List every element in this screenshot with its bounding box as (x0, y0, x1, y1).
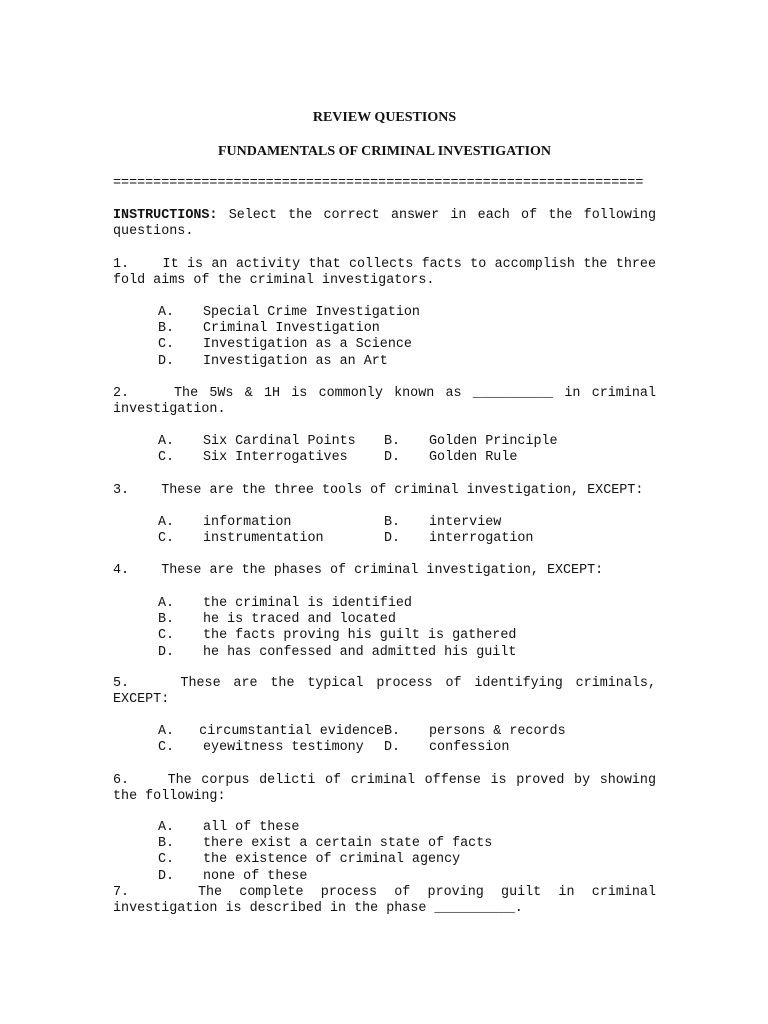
option-letter: A. (158, 515, 175, 530)
option-letter: A. (158, 724, 175, 739)
option-letter: B. (158, 321, 175, 337)
document-title: REVIEW QUESTIONS (312, 110, 457, 125)
option-text: the criminal is identified (203, 596, 412, 611)
question-number: 6. (113, 773, 130, 788)
option-letter: C. (158, 337, 175, 353)
option-row (158, 450, 658, 466)
option-row (158, 740, 658, 756)
option-letter: D. (158, 353, 175, 369)
option-text: all of these (203, 820, 300, 835)
question-7 (113, 885, 656, 917)
option-row (158, 434, 658, 450)
option-row (158, 645, 658, 661)
separator-rule: ================================================================== (113, 176, 644, 191)
option-row (158, 531, 658, 547)
instructions (113, 208, 656, 240)
option-letter: C. (158, 740, 175, 756)
option-letter: A. (158, 305, 175, 320)
option-text: eyewitness testimony (203, 740, 364, 756)
option-letter: D. (384, 740, 401, 756)
option-letter: A. (158, 596, 175, 611)
option-row (158, 612, 658, 628)
option-text: information (203, 515, 292, 530)
option-row (158, 724, 658, 740)
option-text: Investigation as a Science (203, 337, 412, 353)
option-row (158, 628, 658, 644)
option-text: Six Interrogatives (203, 450, 348, 466)
option-text: confession (429, 740, 510, 756)
question-text: These are the phases of criminal investigation, EXCEPT: (161, 563, 604, 578)
option-letter: B. (158, 836, 175, 852)
option-text: circumstantial evidence (199, 724, 384, 739)
question-6-options (158, 820, 658, 885)
option-letter: D. (158, 644, 175, 660)
question-3-options (158, 515, 658, 547)
option-text: Special Crime Investigation (203, 305, 420, 320)
option-letter: C. (158, 531, 175, 547)
question-5-options (158, 724, 658, 756)
option-letter: C. (158, 450, 175, 466)
option-row (158, 869, 658, 885)
question-4 (113, 563, 656, 579)
option-letter: B. (158, 612, 175, 628)
question-number: 3. (113, 483, 130, 498)
option-row (158, 852, 658, 868)
option-letter: C. (158, 852, 175, 868)
option-row (158, 596, 658, 612)
option-row (158, 305, 658, 321)
option-letter: B. (384, 724, 401, 739)
option-text: the existence of criminal agency (203, 852, 461, 868)
option-letter: D. (384, 531, 401, 547)
option-text: Six Cardinal Points (203, 434, 356, 449)
option-text: the facts proving his guilt is gathered (203, 628, 517, 644)
question-1-options (158, 305, 658, 370)
option-letter: B. (384, 515, 401, 530)
option-row (158, 836, 658, 852)
question-text: The complete process of proving guilt in criminal investigation is described in the phase __________. (113, 885, 657, 917)
question-text: These are the typical process of identifying criminals, EXCEPT: (113, 676, 656, 708)
question-number: 1. (113, 257, 130, 272)
question-1 (113, 257, 656, 289)
question-text: The 5Ws & 1H is commonly known as __________ in criminal investigation. (113, 386, 656, 418)
option-letter: A. (158, 820, 175, 835)
question-2-options (158, 434, 658, 466)
question-number: 7. (113, 885, 130, 900)
option-letter: D. (384, 450, 401, 466)
option-text: interrogation (429, 531, 534, 547)
question-text: The corpus delicti of criminal offense is proved by showing the following: (113, 773, 656, 805)
option-row (158, 321, 658, 337)
question-text: It is an activity that collects facts to accomplish the three fold aims of the criminal investigators. (113, 257, 656, 289)
option-text: he has confessed and admitted his guilt (203, 644, 517, 660)
option-row (158, 337, 658, 353)
instructions-label: INSTRUCTIONS: (113, 208, 218, 223)
option-text: Criminal Investigation (203, 321, 380, 337)
option-letter: B. (384, 434, 401, 449)
question-5 (113, 676, 656, 708)
question-text: These are the three tools of criminal investigation, EXCEPT: (161, 483, 644, 498)
question-number: 2. (113, 386, 130, 401)
option-text: interview (429, 515, 502, 530)
question-number: 4. (113, 563, 130, 578)
option-letter: C. (158, 628, 175, 644)
question-4-options (158, 596, 658, 661)
question-2 (113, 386, 656, 418)
question-6 (113, 773, 656, 805)
option-letter: D. (158, 868, 175, 884)
option-text: there exist a certain state of facts (203, 836, 493, 852)
question-3 (113, 483, 656, 499)
option-letter: A. (158, 434, 175, 449)
instructions-text: Select the correct answer in each of the following questions. (113, 208, 656, 240)
option-text: Investigation as an Art (203, 353, 388, 369)
option-row (158, 354, 658, 370)
option-row (158, 820, 658, 836)
option-text: persons & records (429, 724, 566, 739)
option-text: he is traced and located (203, 612, 396, 628)
option-text: instrumentation (203, 531, 324, 547)
option-row (158, 515, 658, 531)
option-text: Golden Principle (429, 434, 558, 449)
document-subtitle: FUNDAMENTALS OF CRIMINAL INVESTIGATION (217, 144, 552, 159)
question-number: 5. (113, 676, 130, 691)
option-text: none of these (203, 868, 308, 884)
option-text: Golden Rule (429, 450, 518, 466)
